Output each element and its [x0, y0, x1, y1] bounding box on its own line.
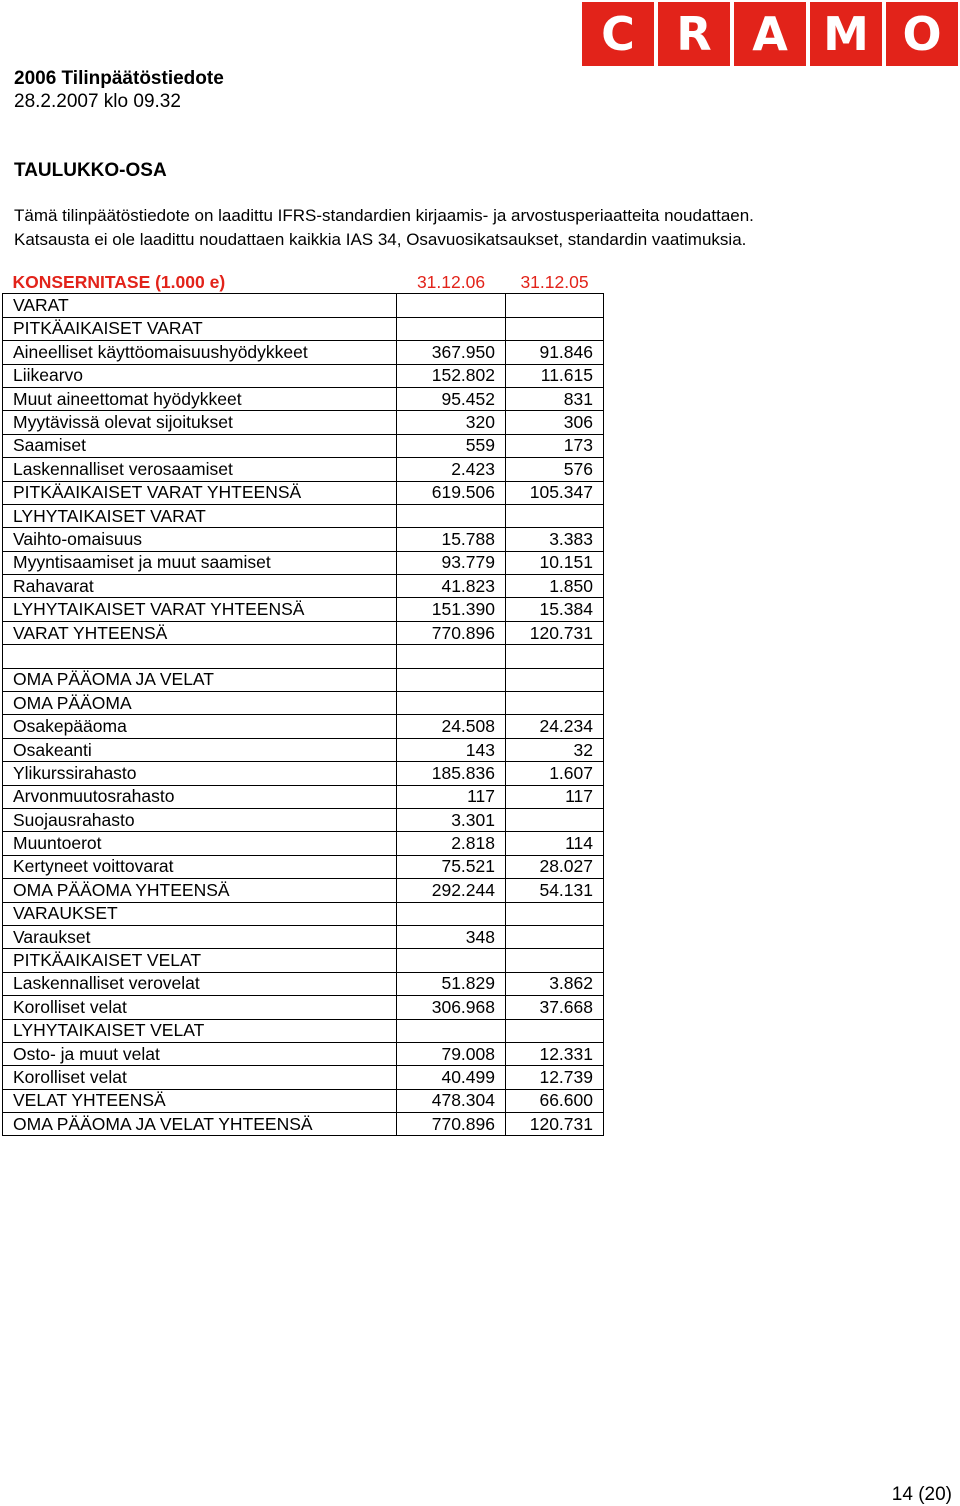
value-2006: 93.779: [397, 551, 506, 574]
section-title: TAULUKKO-OSA: [14, 160, 167, 181]
balance-sheet-table: [2, 271, 604, 1136]
value-2006: 2.818: [397, 832, 506, 855]
value-2005: [506, 504, 604, 527]
logo-letter: C: [582, 2, 654, 66]
value-2006: 41.823: [397, 575, 506, 598]
value-2005: 173: [506, 434, 604, 457]
value-2005: 37.668: [506, 996, 604, 1019]
table-row: [3, 902, 604, 925]
table-row: [3, 341, 604, 364]
value-2005: 54.131: [506, 879, 604, 902]
value-2006: 40.499: [397, 1066, 506, 1089]
value-2005: [506, 925, 604, 948]
row-label: Suojausrahasto: [3, 808, 397, 831]
table-row: [3, 294, 604, 317]
row-label: Varaukset: [3, 925, 397, 948]
table-row: [3, 1019, 604, 1042]
value-2005: 12.739: [506, 1066, 604, 1089]
row-label: Korolliset velat: [3, 996, 397, 1019]
table-row: [3, 458, 604, 481]
row-label: PITKÄAIKAISET VARAT YHTEENSÄ: [3, 481, 397, 504]
table-row: [3, 832, 604, 855]
row-label: Osakeanti: [3, 738, 397, 761]
value-2005: 105.347: [506, 481, 604, 504]
table-row: [3, 387, 604, 410]
value-2006: 152.802: [397, 364, 506, 387]
row-label: Muut aineettomat hyödykkeet: [3, 387, 397, 410]
value-2005: [506, 808, 604, 831]
row-label: Osakepääoma: [3, 715, 397, 738]
value-2005: [506, 317, 604, 340]
value-2005: [506, 1019, 604, 1042]
intro-text: [14, 204, 754, 252]
table-row: [3, 1113, 604, 1136]
value-2005: 1.607: [506, 762, 604, 785]
value-2006: 24.508: [397, 715, 506, 738]
row-label: Saamiset: [3, 434, 397, 457]
row-label: Vaihto-omaisuus: [3, 528, 397, 551]
table-row: [3, 879, 604, 902]
table-row: [3, 317, 604, 340]
row-label: VARAT YHTEENSÄ: [3, 621, 397, 644]
row-label: LYHYTAIKAISET VARAT: [3, 504, 397, 527]
value-2006: [397, 668, 506, 691]
value-2006: 348: [397, 925, 506, 948]
table-row: [3, 411, 604, 434]
row-label: OMA PÄÄOMA: [3, 692, 397, 715]
value-2006: [397, 504, 506, 527]
value-2006: [397, 294, 506, 317]
table-row: [3, 949, 604, 972]
row-label: Laskennalliset verosaamiset: [3, 458, 397, 481]
row-label: LYHYTAIKAISET VELAT: [3, 1019, 397, 1042]
value-2005: 11.615: [506, 364, 604, 387]
row-label: Korolliset velat: [3, 1066, 397, 1089]
table-body: [3, 271, 604, 1136]
row-label: PITKÄAIKAISET VELAT: [3, 949, 397, 972]
table-row: [3, 715, 604, 738]
value-2006: 15.788: [397, 528, 506, 551]
value-2005: 117: [506, 785, 604, 808]
value-2005: 3.383: [506, 528, 604, 551]
row-label: Muuntoerot: [3, 832, 397, 855]
value-2006: 478.304: [397, 1089, 506, 1112]
table-row: [3, 692, 604, 715]
row-label: [3, 645, 397, 668]
table-row: [3, 575, 604, 598]
cramo-logo: [582, 2, 958, 66]
row-label: OMA PÄÄOMA JA VELAT: [3, 668, 397, 691]
row-label: Ylikurssirahasto: [3, 762, 397, 785]
table-row: [3, 1089, 604, 1112]
value-2006: [397, 317, 506, 340]
value-2006: 79.008: [397, 1042, 506, 1065]
table-row: [3, 551, 604, 574]
value-2005: [506, 902, 604, 925]
row-label: Myyntisaamiset ja muut saamiset: [3, 551, 397, 574]
value-2006: [397, 902, 506, 925]
value-2006: [397, 1019, 506, 1042]
value-2006: 559: [397, 434, 506, 457]
value-2006: 770.896: [397, 621, 506, 644]
page-number: 14 (20): [891, 1484, 952, 1505]
table-row: [3, 528, 604, 551]
value-2005: 1.850: [506, 575, 604, 598]
value-2006: 292.244: [397, 879, 506, 902]
row-label: Myytävissä olevat sijoitukset: [3, 411, 397, 434]
table-row: [3, 972, 604, 995]
row-label: Rahavarat: [3, 575, 397, 598]
value-2006: 306.968: [397, 996, 506, 1019]
table-row: [3, 504, 604, 527]
value-2006: 117: [397, 785, 506, 808]
table-row: [3, 598, 604, 621]
table-row: [3, 808, 604, 831]
row-label: VARAUKSET: [3, 902, 397, 925]
table-row: [3, 364, 604, 387]
value-2006: [397, 692, 506, 715]
column-header-2005: 31.12.05: [520, 271, 589, 292]
table-row: [3, 996, 604, 1019]
table-row: [3, 621, 604, 644]
value-2005: [506, 949, 604, 972]
logo-letter: A: [734, 2, 806, 66]
table-header-row: [3, 271, 604, 294]
value-2005: 12.331: [506, 1042, 604, 1065]
row-label: Liikearvo: [3, 364, 397, 387]
table-row: [3, 855, 604, 878]
table-row: [3, 668, 604, 691]
row-label: LYHYTAIKAISET VARAT YHTEENSÄ: [3, 598, 397, 621]
value-2005: 114: [506, 832, 604, 855]
value-2006: 367.950: [397, 341, 506, 364]
value-2005: 576: [506, 458, 604, 481]
value-2005: [506, 668, 604, 691]
row-label: OMA PÄÄOMA JA VELAT YHTEENSÄ: [3, 1113, 397, 1136]
value-2006: 75.521: [397, 855, 506, 878]
value-2006: 3.301: [397, 808, 506, 831]
table-title: KONSERNITASE (1.000 e): [12, 271, 226, 292]
row-label: OMA PÄÄOMA YHTEENSÄ: [3, 879, 397, 902]
value-2006: 51.829: [397, 972, 506, 995]
value-2005: 10.151: [506, 551, 604, 574]
value-2006: [397, 949, 506, 972]
row-label: Laskennalliset verovelat: [3, 972, 397, 995]
row-label: Arvonmuutosrahasto: [3, 785, 397, 808]
value-2005: 120.731: [506, 621, 604, 644]
value-2006: 770.896: [397, 1113, 506, 1136]
table-row: [3, 785, 604, 808]
row-label: Aineelliset käyttöomaisuushyödykkeet: [3, 341, 397, 364]
value-2006: 320: [397, 411, 506, 434]
table-row: [3, 738, 604, 761]
value-2005: [506, 692, 604, 715]
value-2006: 619.506: [397, 481, 506, 504]
table-row: [3, 481, 604, 504]
logo-letter: M: [810, 2, 882, 66]
document-header: [14, 67, 224, 113]
value-2005: 24.234: [506, 715, 604, 738]
row-label: Osto- ja muut velat: [3, 1042, 397, 1065]
value-2005: 3.862: [506, 972, 604, 995]
value-2006: 185.836: [397, 762, 506, 785]
row-label: VELAT YHTEENSÄ: [3, 1089, 397, 1112]
value-2006: [397, 645, 506, 668]
table-row: [3, 1066, 604, 1089]
table-row: [3, 1042, 604, 1065]
value-2005: 15.384: [506, 598, 604, 621]
row-label: PITKÄAIKAISET VARAT: [3, 317, 397, 340]
value-2005: 28.027: [506, 855, 604, 878]
value-2005: [506, 645, 604, 668]
logo-letter: O: [886, 2, 958, 66]
value-2005: 831: [506, 387, 604, 410]
value-2005: 120.731: [506, 1113, 604, 1136]
table-row: [3, 434, 604, 457]
value-2006: 2.423: [397, 458, 506, 481]
column-header-2006: 31.12.06: [416, 271, 486, 292]
row-label: VARAT: [3, 294, 397, 317]
table-row: [3, 762, 604, 785]
value-2006: 151.390: [397, 598, 506, 621]
document-date: 28.2.2007 klo 09.32: [14, 91, 181, 112]
value-2006: 143: [397, 738, 506, 761]
table-row: [3, 925, 604, 948]
value-2005: 66.600: [506, 1089, 604, 1112]
value-2006: 95.452: [397, 387, 506, 410]
value-2005: 306: [506, 411, 604, 434]
document-title: 2006 Tilinpäätöstiedote: [14, 68, 224, 89]
intro-line: Tämä tilinpäätöstiedote on laadittu IFRS-standardien kirjaamis- ja arvostusperiaatteita noudattaen.: [14, 206, 754, 225]
value-2005: 32: [506, 738, 604, 761]
value-2005: 91.846: [506, 341, 604, 364]
intro-line: Katsausta ei ole laadittu noudattaen kaikkia IAS 34, Osavuosikatsaukset, standardin vaatimuksia.: [14, 230, 747, 249]
row-label: Kertyneet voittovarat: [3, 855, 397, 878]
logo-letter: R: [658, 2, 730, 66]
table-row: [3, 645, 604, 668]
value-2005: [506, 294, 604, 317]
